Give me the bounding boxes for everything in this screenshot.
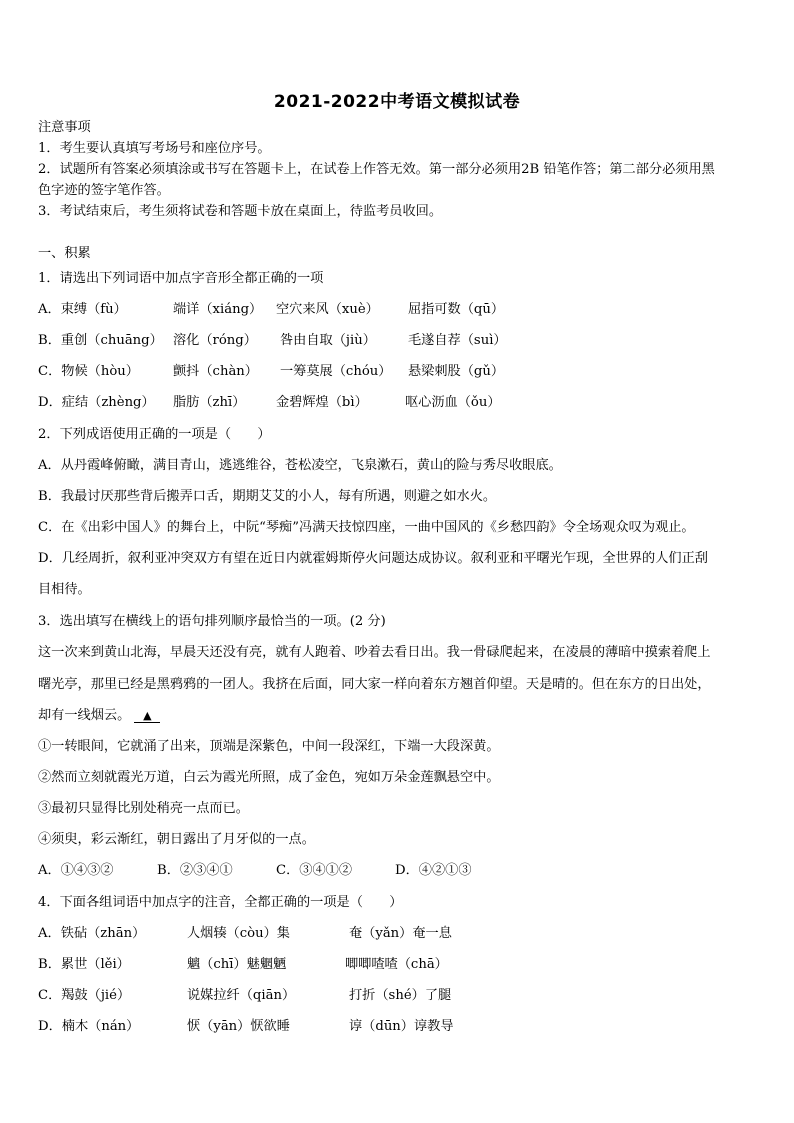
notice-item: 1．考生要认真填写考场号和座位序号。 — [38, 141, 271, 156]
q4-option-c-word: 打折（shé）了腿 — [349, 988, 452, 1003]
q1-option-d-word: 金碧辉煌（bì） — [276, 395, 368, 410]
question-stem: 4．下面各组词语中加点字的注音，全都正确的一项是（ ） — [38, 895, 403, 910]
q4-option-b: B．累世（lěi） — [38, 957, 130, 972]
q1-option-d-word: 脂肪（zhī） — [173, 395, 246, 410]
q3-sentence: ③最初只显得比别处稍亮一点而已。 — [38, 801, 249, 816]
q1-option-c-word: 一筹莫展（chóu） — [280, 364, 392, 379]
notice-heading: 注意事项 — [38, 120, 91, 135]
q1-option-a-word: 空穴来风（xuè） — [276, 302, 379, 317]
notice-item: 2．试题所有答案必须填涂或书写在答题卡上，在试卷上作答无效。第一部分必须用2B 铅笔作答；第二部分必须用黑 — [38, 162, 715, 177]
question-stem: 1．请选出下列词语中加点字音形全都正确的一项 — [38, 271, 324, 286]
q3-option-d: D．④②①③ — [395, 863, 472, 878]
q4-option-a: A．铁砧（zhān） — [38, 926, 146, 941]
q2-option-d-continued: 目相待。 — [38, 582, 91, 597]
q3-option-a: A．①④③② — [38, 863, 114, 878]
q3-option-b: B．②③④① — [157, 863, 233, 878]
q3-option-c: C．③④①② — [276, 863, 353, 878]
question-stem: 3．选出填写在横线上的语句排列顺序最恰当的一项。(2 分) — [38, 614, 386, 629]
q1-option-b: B．重创（chuāng） — [38, 333, 163, 348]
q4-option-c: C．羯鼓（jié） — [38, 988, 131, 1003]
q3-passage-end — [38, 708, 160, 724]
notice-item: 3．考试结束后，考生须将试卷和答题卡放在桌面上，待监考员收回。 — [38, 204, 443, 219]
q4-option-d-word: 谆（dūn）谆教导 — [349, 1019, 454, 1034]
q1-option-c-word: 悬梁刺股（gǔ） — [408, 364, 505, 379]
q4-option-a-word: 奄（yǎn）奄一息 — [349, 926, 452, 941]
q1-option-a-word: 端详（xiáng） — [173, 302, 263, 317]
q1-option-a: A．束缚（fù） — [38, 302, 127, 317]
q4-option-b-word: 魑（chī）魅魍魉 — [187, 957, 287, 972]
question-stem: 2．下列成语使用正确的一项是（ ） — [38, 427, 271, 442]
q4-option-d-word: 恹（yān）恹欲睡 — [187, 1019, 290, 1034]
q2-option-b: B．我最讨厌那些背后搬弄口舌，期期艾艾的小人，每有所遇，则避之如水火。 — [38, 489, 497, 504]
q2-option-c: C．在《出彩中国人》的舞台上，中阮“琴痴”冯满天技惊四座，一曲中国风的《乡愁四韵》令全场观众叹为观止。 — [38, 520, 695, 535]
q1-option-d: D．症结（zhèng） — [38, 395, 155, 410]
page-title: 2021-2022中考语文模拟试卷 — [273, 92, 521, 112]
q3-passage-line: 这一次来到黄山北海，早晨天还没有亮，就有人跑着、吵着去看日出。我一骨碌爬起来，在凌晨的薄暗中摸索着爬上 — [38, 645, 711, 660]
q4-option-a-word: 人烟辏（còu）集 — [187, 926, 290, 941]
q1-option-a-word: 屈指可数（qū） — [408, 302, 505, 317]
section-heading: 一、积累 — [38, 246, 91, 261]
q1-option-b-word: 咎由自取（jiù） — [280, 333, 376, 348]
q3-sentence: ②然而立刻就霞光万道，白云为霞光所照，成了金色，宛如万朵金莲飘悬空中。 — [38, 770, 500, 785]
q2-option-a: A．从丹霞峰俯瞰，满目青山，逃逃维谷，苍松凌空，飞泉漱石，黄山的险与秀尽收眼底。 — [38, 458, 562, 473]
q3-sentence: ④须臾，彩云渐红，朝日露出了月牙似的一点。 — [38, 832, 315, 847]
q1-option-c: C．物候（hòu） — [38, 364, 139, 379]
q1-option-d-word: 呕心沥血（ǒu） — [405, 395, 501, 410]
q1-option-c-word: 颤抖（chàn） — [173, 364, 258, 379]
q3-passage-line: 曙光亭，那里已经是黑鸦鸦的一团人。我挤在后面，同大家一样向着东方翘首仰望。天是晴的。但在东方的日出处， — [38, 677, 711, 692]
q4-option-c-word: 说媒拉纤（qiān） — [187, 988, 296, 1003]
q2-option-d: D．几经周折，叙利亚冲突双方有望在近日内就霍姆斯停火问题达成协议。叙利亚和平曙光乍现，全世界的人们正刮 — [38, 551, 708, 566]
q1-option-b-word: 毛遂自荐（suì） — [408, 333, 507, 348]
q4-option-d: D．楠木（nán） — [38, 1019, 140, 1034]
q3-passage-line: 却有一线烟云。 — [38, 708, 131, 723]
q3-sentence: ①一转眼间，它就涌了出来，顶端是深紫色，中间一段深红，下端一大段深黄。 — [38, 739, 500, 754]
answer-blank: ▲ — [134, 710, 160, 723]
notice-item: 色字迹的签字笔作答。 — [38, 183, 170, 198]
q4-option-b-word: 唧唧喳喳（chā） — [345, 957, 448, 972]
q1-option-b-word: 溶化（róng） — [173, 333, 257, 348]
